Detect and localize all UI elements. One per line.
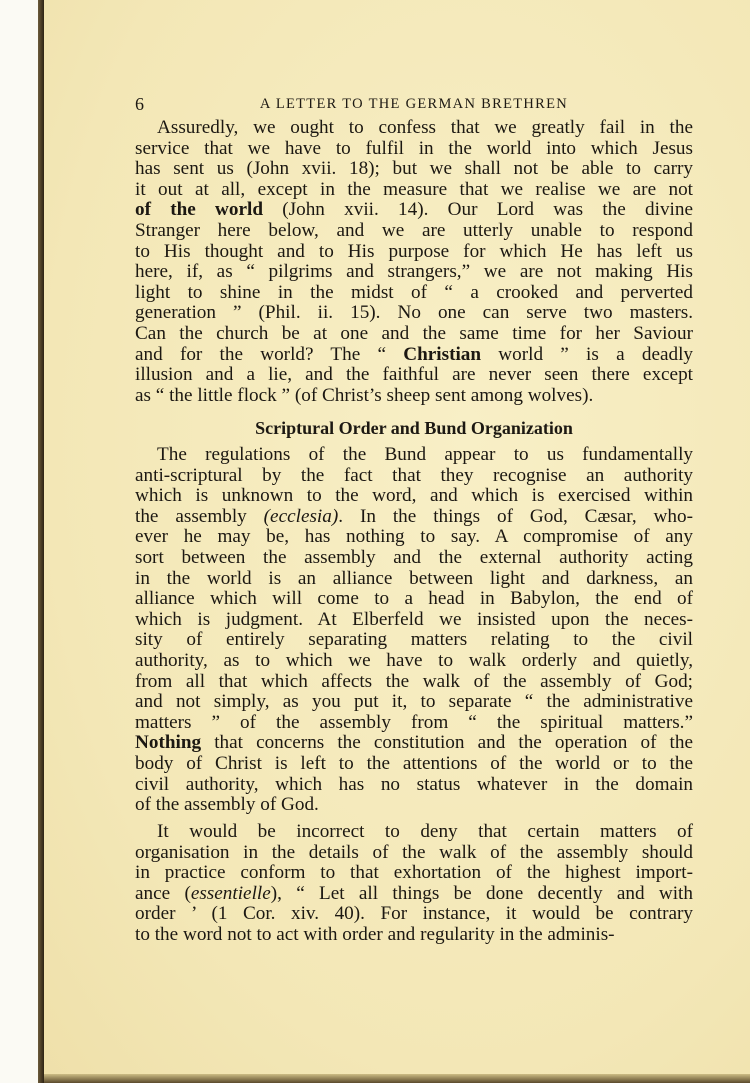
text-line: has sent us (John xvii. 18); but we shall not be able to carry [135,158,693,180]
page-edge [44,1074,750,1083]
italic-text: (ecclesia) [263,505,339,527]
text-line [135,200,693,221]
text-line: organisation in the details of the walk of the assembly should [135,841,693,863]
running-head [135,94,693,114]
text-line: service that we have to fulfil in the world into which Jesus [135,137,693,159]
text-line [135,733,693,754]
text-run: that concerns the constitution and the operation of the [201,732,693,754]
text-line [135,507,693,528]
text-line: Assuredly, we ought to confess that we greatly fail in the [157,117,693,138]
bold-text: Nothing [135,732,202,754]
text-line: sity of entirely separating matters relating to the civil [135,629,693,651]
italic-text: essentielle [190,882,271,904]
text-run: (John xvii. 14). Our Lord was the divine [263,199,693,221]
text-line: alliance which will come to a head in Babylon, the end of [135,588,693,610]
text-run: and for the world? The “ [135,343,404,365]
text-line [135,884,693,905]
text-line: authority, as to which we have to walk orderly and quietly, [135,649,693,671]
text-line: which is unknown to the word, and which is exercised within [135,485,693,507]
text-line: from all that which affects the walk of the assembly of God; [135,670,693,692]
text-line: Can the church be at one and the same time for her Saviour [135,322,693,344]
bold-text: Christian [403,343,482,365]
bold-text: of the world [135,199,264,221]
text-line: light to shine in the midst of “ a crooked and perverted [135,281,693,303]
text-line: It would be incorrect to deny that certain matters of [157,821,693,842]
page-number: 6 [135,94,144,114]
text-run: . In the things of God, Cæsar, who- [338,505,693,527]
section-heading: Scriptural Order and Bund Organization [255,418,573,438]
text-line: to the word not to act with order and regularity in the adminis- [135,923,615,945]
text-line: sort between the assembly and the external authority acting [135,546,693,568]
text-line: The regulations of the Bund appear to us fundamentally [157,444,693,465]
text-run: world ” is a deadly [481,343,693,365]
text-line: ever he may be, has nothing to say. A compromise of any [135,526,693,548]
paragraph-1 [135,118,693,406]
text-line: it out at all, except in the measure that we realise we are not [135,178,693,200]
text-line: as “ the little flock ” (of Christ’s sheep sent among wolves). [135,384,594,406]
paragraph-2 [135,445,693,816]
text-line: which is judgment. At Elberfeld we insisted upon the neces- [135,608,693,630]
text-line: civil authority, which has no status whatever in the domain [135,773,693,795]
text-line: in the world is an alliance between light and darkness, an [135,567,693,589]
text-line: generation ” (Phil. ii. 15). No one can serve two masters. [135,302,693,324]
text-line [135,345,693,366]
text-line: illusion and a lie, and the faithful are never seen there except [135,364,693,386]
text-run: ), “ Let all things be done decently and with [270,882,693,904]
text-line: of the assembly of God. [135,794,319,816]
paragraph-3 [135,822,693,946]
text-run: ance ( [135,882,191,904]
text-line: in practice conform to that exhortation of the highest import- [135,862,693,884]
text-line: Stranger here below, and we are utterly unable to respond [135,219,693,241]
text-line: body of Christ is left to the attentions of the world or to the [135,752,693,774]
text-line: matters ” of the assembly from “ the spiritual matters.” [135,711,693,733]
running-title: A LETTER TO THE GERMAN BRETHREN [259,96,569,112]
text-line: to His thought and to His purpose for which He has left us [135,240,693,262]
text-line: order ’ (1 Cor. xiv. 40). For instance, it would be contrary [135,903,693,925]
text-line: here, if, as “ pilgrims and strangers,” we are not making His [135,261,693,283]
text-run: the assembly [135,505,264,527]
text-line: anti-scriptural by the fact that they recognise an authority [135,464,693,486]
text-line: and not simply, as you put it, to separate “ the administrative [135,691,693,713]
